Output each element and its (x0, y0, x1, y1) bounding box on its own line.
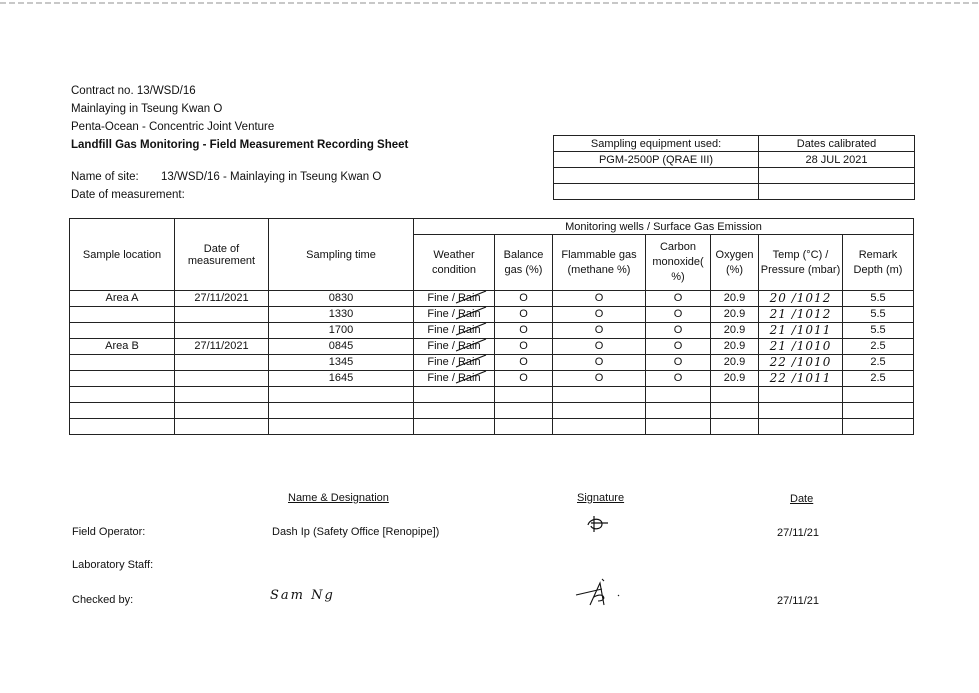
date-header: Date (790, 493, 814, 505)
weather-rain-struck (458, 339, 481, 354)
table-row (70, 339, 914, 355)
weather-rain-text: Rain (457, 292, 481, 304)
group-header-row (70, 219, 914, 235)
strike-mark (454, 305, 488, 321)
table-row (70, 419, 914, 435)
cell-co (646, 403, 711, 419)
cell-location (70, 387, 175, 403)
cell-time (269, 387, 414, 403)
calibrated-cell: 28 JUL 2021 (759, 152, 915, 168)
cell-weather (414, 403, 495, 419)
project-name: Mainlaying in Tseung Kwan O (71, 103, 223, 115)
cell-temp: 21 /1012 (759, 307, 843, 323)
cell-balance: O (495, 323, 553, 339)
scan-edge (0, 2, 979, 4)
cell-location (70, 371, 175, 387)
cell-weather (414, 371, 495, 387)
cell-date (175, 323, 269, 339)
table-row (70, 307, 914, 323)
cell-co: O (646, 371, 711, 387)
weather-fine: Fine / (427, 372, 455, 384)
col-oxygen: Oxygen (%) (711, 235, 759, 291)
measurement-table (69, 218, 914, 435)
col-remark-depth: Remark Depth (m) (843, 235, 914, 291)
cell-temp (759, 387, 843, 403)
equipment-cell: PGM-2500P (QRAE III) (554, 152, 759, 168)
cell-temp (759, 403, 843, 419)
cell-oxygen: 20.9 (711, 323, 759, 339)
contractor-name: Penta-Ocean - Concentric Joint Venture (71, 121, 275, 133)
cell-temp: 21 /1010 (759, 339, 843, 355)
table-row (70, 371, 914, 387)
cell-remark: 5.5 (843, 291, 914, 307)
cell-temp: 21 /1011 (759, 323, 843, 339)
cell-oxygen: 20.9 (711, 339, 759, 355)
cell-remark: 2.5 (843, 371, 914, 387)
cell-temp: 22 /1011 (759, 371, 843, 387)
cell-time: 1700 (269, 323, 414, 339)
cell-balance: O (495, 339, 553, 355)
weather-fine: Fine / (427, 324, 455, 336)
col-carbon-monoxide: Carbon monoxide( %) (646, 235, 711, 291)
cell-remark: 2.5 (843, 355, 914, 371)
cell-location (70, 355, 175, 371)
cell-co: O (646, 291, 711, 307)
name-designation-header: Name & Designation (288, 492, 389, 504)
sheet-title: Landfill Gas Monitoring - Field Measurement Recording Sheet (71, 139, 409, 151)
measurement-rows (70, 291, 914, 435)
cell-date (175, 403, 269, 419)
cell-co: O (646, 355, 711, 371)
cell-time: 0830 (269, 291, 414, 307)
weather-fine: Fine / (427, 308, 455, 320)
table-row (70, 403, 914, 419)
table-row (70, 355, 914, 371)
equipment-table (553, 135, 915, 200)
table-row (70, 387, 914, 403)
cell-balance: O (495, 371, 553, 387)
cell-balance: O (495, 307, 553, 323)
cell-oxygen (711, 419, 759, 435)
cell-balance (495, 387, 553, 403)
col-sample-location: Sample location (70, 219, 175, 291)
cell-time (269, 419, 414, 435)
weather-rain-text: Rain (457, 372, 481, 384)
cell-flammable: O (553, 323, 646, 339)
checked-by-date: 27/11/21 (777, 595, 820, 607)
cell-date (175, 355, 269, 371)
equipment-header: Sampling equipment used: (554, 136, 759, 152)
cell-date: 27/11/2021 (175, 339, 269, 355)
cell-weather (414, 387, 495, 403)
cell-time: 0845 (269, 339, 414, 355)
weather-fine: Fine / (427, 356, 455, 368)
cell-balance: O (495, 355, 553, 371)
site-value: 13/WSD/16 - Mainlaying in Tseung Kwan O (161, 171, 382, 183)
cell-remark (843, 403, 914, 419)
cell-oxygen: 20.9 (711, 371, 759, 387)
cell-remark: 5.5 (843, 323, 914, 339)
strike-mark (454, 289, 488, 305)
equipment-row (554, 168, 915, 184)
table-row (70, 291, 914, 307)
cell-location (70, 323, 175, 339)
col-date-of-measurement: Date of measurement (175, 219, 269, 291)
col-flammable-gas: Flammable gas (methane %) (553, 235, 646, 291)
cell-date (175, 371, 269, 387)
cell-flammable: O (553, 291, 646, 307)
checked-by-signature (574, 575, 628, 609)
cell-balance (495, 403, 553, 419)
cell-date: 27/11/2021 (175, 291, 269, 307)
equipment-row (554, 184, 915, 200)
checked-by-name: Sam Ng (270, 588, 335, 603)
cell-weather (414, 419, 495, 435)
cell-flammable (553, 387, 646, 403)
weather-rain-text: Rain (457, 356, 481, 368)
cell-time (269, 403, 414, 419)
cell-location (70, 403, 175, 419)
col-temp-pressure: Temp (°C) / Pressure (mbar) (759, 235, 843, 291)
cell-remark (843, 387, 914, 403)
cell-remark (843, 419, 914, 435)
cell-time: 1330 (269, 307, 414, 323)
strike-mark (454, 369, 488, 385)
field-operator-label: Field Operator: (72, 526, 146, 538)
field-operator-name: Dash Ip (Safety Office [Renopipe]) (272, 526, 440, 538)
cell-flammable: O (553, 339, 646, 355)
cell-location (70, 419, 175, 435)
measurement-date-label: Date of measurement: (71, 189, 185, 201)
cell-flammable (553, 403, 646, 419)
cell-temp: 20 /1012 (759, 291, 843, 307)
strike-mark (454, 353, 488, 369)
field-operator-date: 27/11/21 (777, 527, 820, 539)
calibrated-cell (759, 184, 915, 200)
strike-mark (454, 337, 488, 353)
cell-time: 1345 (269, 355, 414, 371)
weather-rain-text: Rain (457, 340, 481, 352)
cell-flammable: O (553, 371, 646, 387)
cell-oxygen (711, 387, 759, 403)
cell-remark: 2.5 (843, 339, 914, 355)
weather-fine: Fine / (427, 292, 455, 304)
col-balance-gas: Balance gas (%) (495, 235, 553, 291)
calibrated-header: Dates calibrated (759, 136, 915, 152)
calibrated-cell (759, 168, 915, 184)
equipment-cell (554, 168, 759, 184)
cell-date (175, 387, 269, 403)
site-label: Name of site: (71, 171, 139, 183)
cell-oxygen: 20.9 (711, 355, 759, 371)
laboratory-staff-label: Laboratory Staff: (72, 559, 154, 571)
cell-flammable: O (553, 307, 646, 323)
cell-flammable: O (553, 355, 646, 371)
cell-co: O (646, 323, 711, 339)
field-operator-signature (586, 512, 614, 534)
cell-location (70, 307, 175, 323)
weather-rain-struck (458, 291, 481, 306)
cell-co (646, 387, 711, 403)
col-sampling-time: Sampling time (269, 219, 414, 291)
cell-balance (495, 419, 553, 435)
cell-temp (759, 419, 843, 435)
cell-co: O (646, 307, 711, 323)
cell-time: 1645 (269, 371, 414, 387)
weather-fine: Fine / (427, 340, 455, 352)
equipment-header-row (554, 136, 915, 152)
cell-remark: 5.5 (843, 307, 914, 323)
cell-date (175, 419, 269, 435)
weather-rain-struck (458, 355, 481, 370)
weather-rain-text: Rain (457, 324, 481, 336)
weather-rain-struck (458, 323, 481, 338)
weather-rain-text: Rain (457, 308, 481, 320)
cell-temp: 22 /1010 (759, 355, 843, 371)
weather-rain-struck (458, 307, 481, 322)
signature-header: Signature (577, 492, 625, 504)
table-row (70, 323, 914, 339)
contract-number: Contract no. 13/WSD/16 (71, 85, 196, 97)
cell-balance: O (495, 291, 553, 307)
col-weather: Weather condition (414, 235, 495, 291)
cell-oxygen (711, 403, 759, 419)
equipment-row (554, 152, 915, 168)
cell-location: Area B (70, 339, 175, 355)
checked-by-label: Checked by: (72, 594, 134, 606)
cell-co: O (646, 339, 711, 355)
weather-rain-struck (458, 371, 481, 386)
cell-oxygen: 20.9 (711, 307, 759, 323)
equipment-cell (554, 184, 759, 200)
strike-mark (454, 321, 488, 337)
cell-flammable (553, 419, 646, 435)
group-header-monitoring-wells: Monitoring wells / Surface Gas Emission (414, 219, 914, 235)
cell-date (175, 307, 269, 323)
cell-oxygen: 20.9 (711, 291, 759, 307)
cell-co (646, 419, 711, 435)
cell-location: Area A (70, 291, 175, 307)
